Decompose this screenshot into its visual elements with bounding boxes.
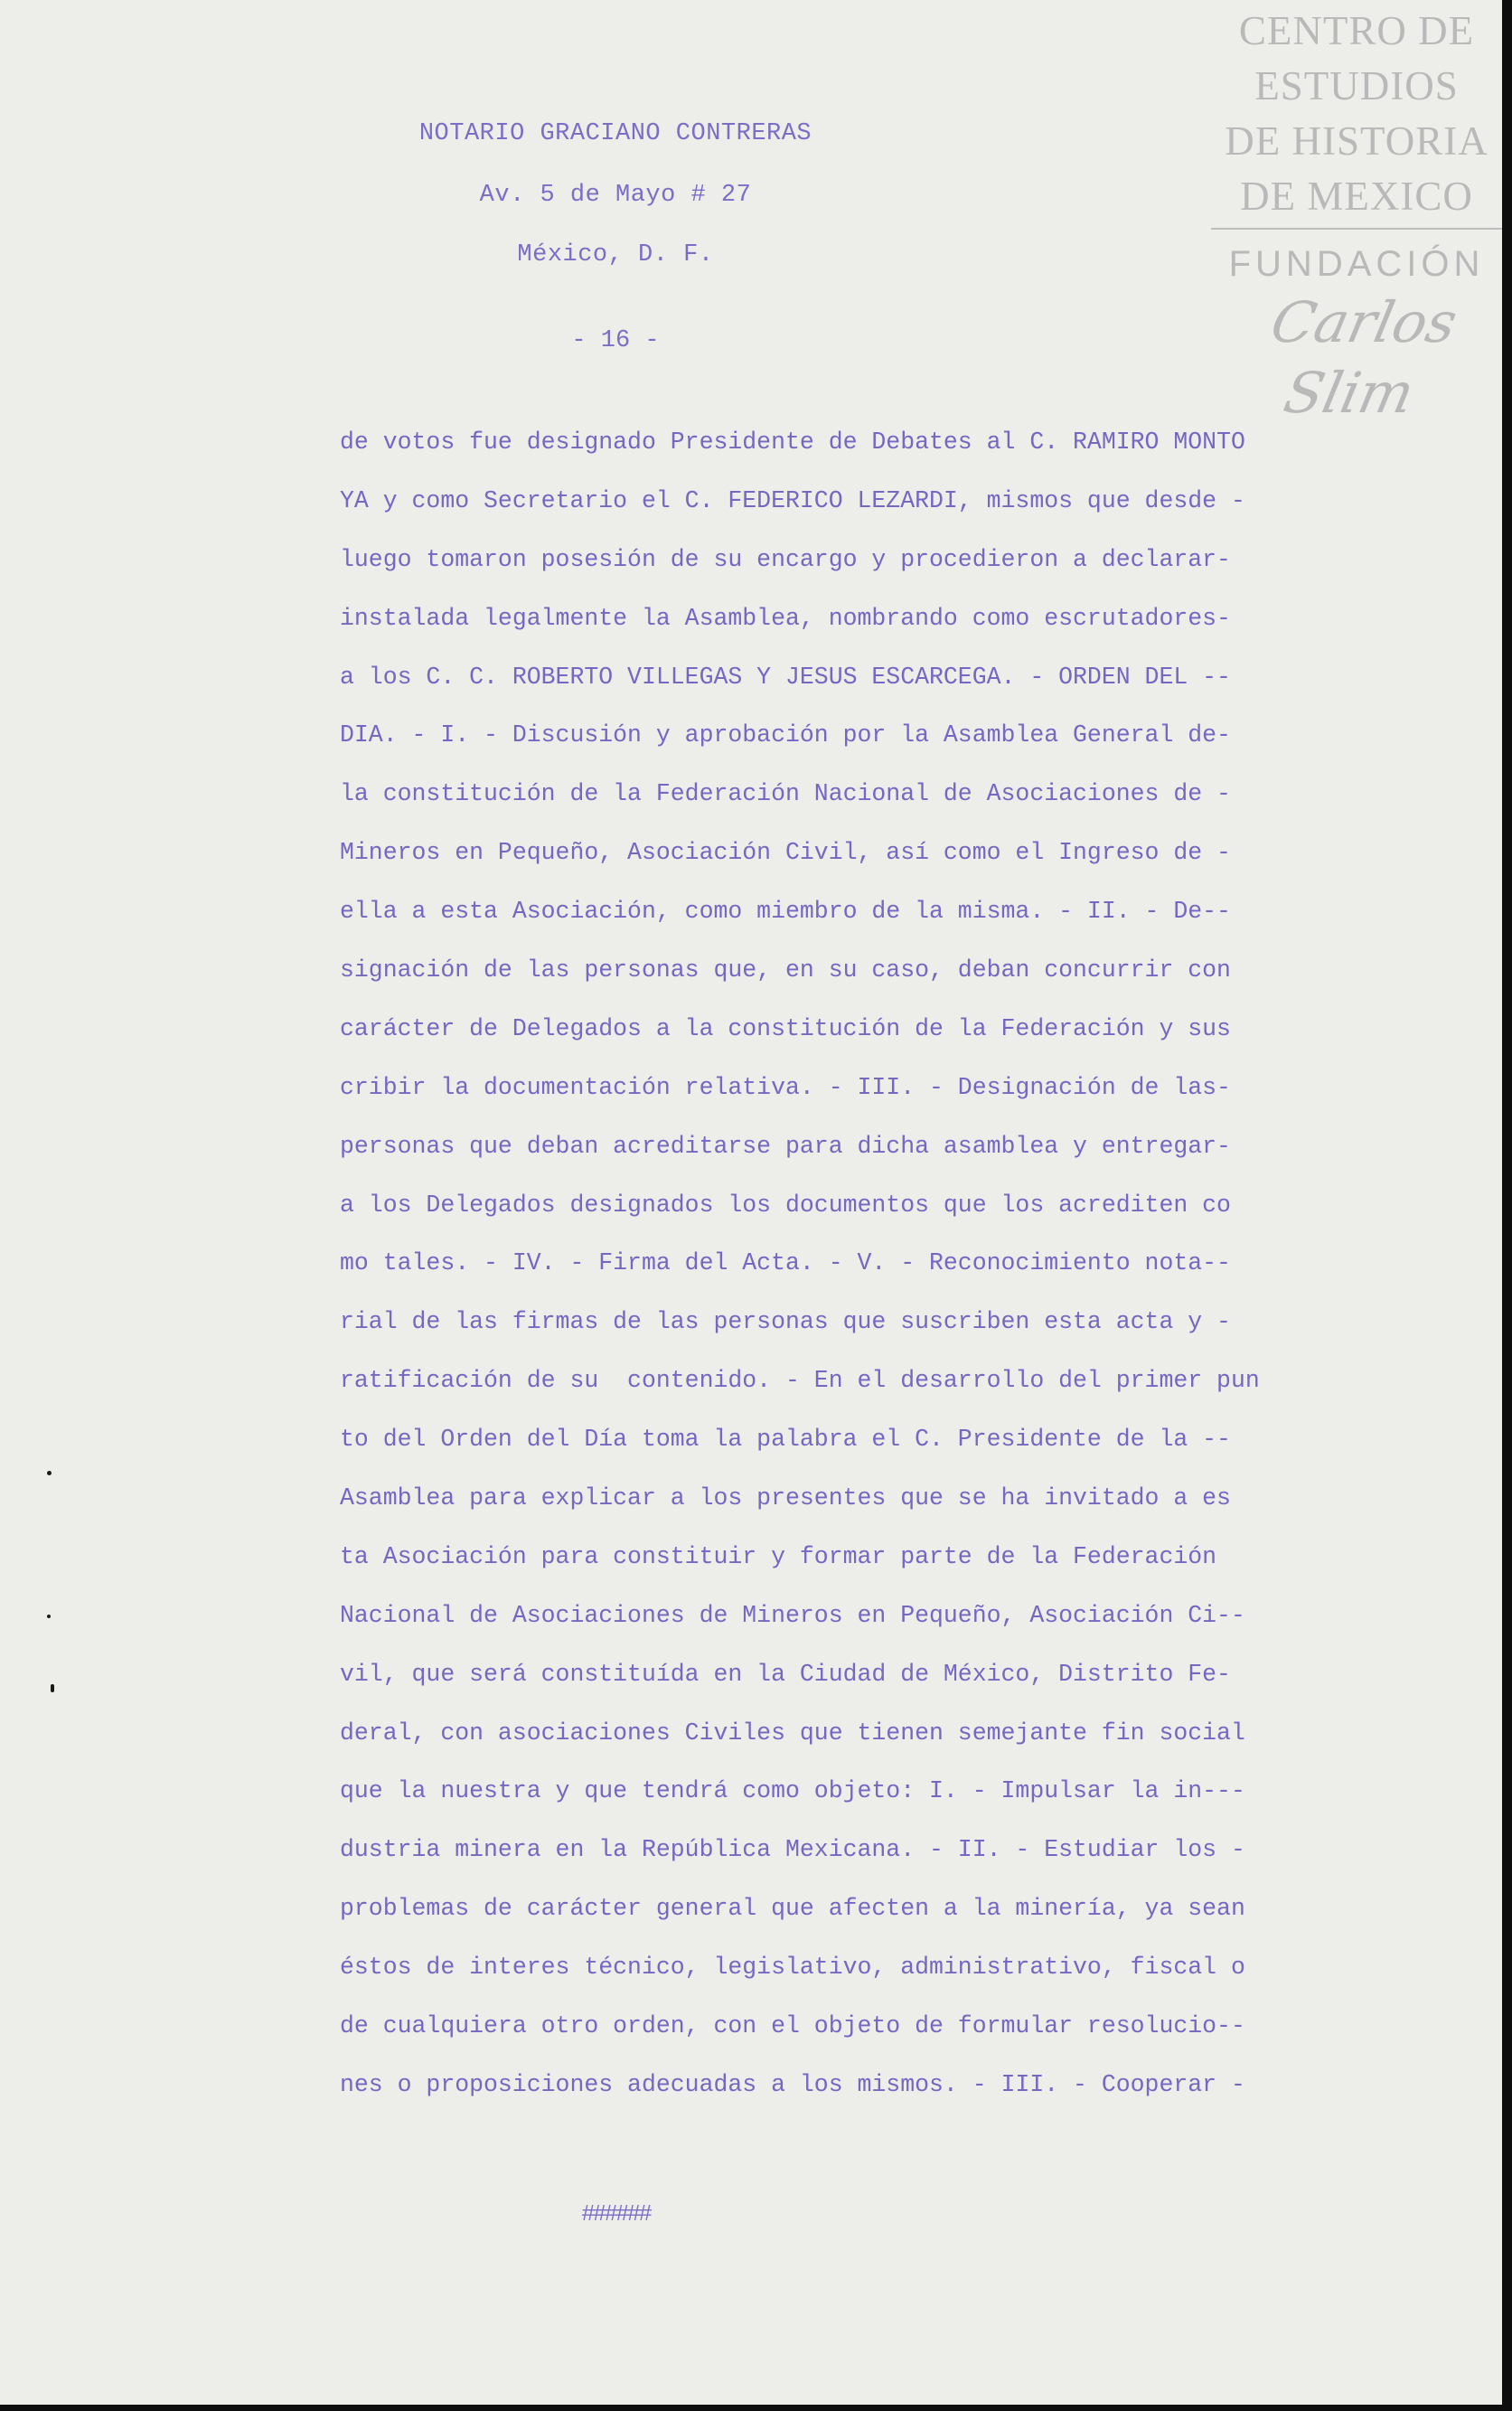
watermark-fundacion: FUNDACIÓN (1228, 244, 1485, 284)
body-line: carácter de Delegados a la constitución de la Federación y sus (340, 1014, 1231, 1042)
watermark-signature: Carlos Slim (1265, 289, 1463, 426)
notary-name: NOTARIO GRACIANO CONTRERAS (418, 120, 812, 147)
body-line: personas que deban acreditarse para dicha asamblea y entregar- (340, 1132, 1231, 1160)
watermark-line: DE MEXICO (1240, 174, 1473, 219)
body-line: a los C. C. ROBERTO VILLEGAS Y JESUS ESCARCEGA. - ORDEN DEL -- (340, 663, 1231, 691)
body-line: que la nuestra y que tendrá como objeto: I. - Impulsar la in--- (340, 1777, 1245, 1805)
body-line: YA y como Secretario el C. FEDERICO LEZARDI, mismos que desde - (340, 486, 1245, 514)
body-line: luego tomaron posesión de su encargo y procedieron a declarar- (340, 545, 1231, 573)
page-number: - 16 - (571, 327, 660, 354)
body-line: Asamblea para explicar a los presentes que se ha invitado a es (340, 1484, 1231, 1512)
archive-watermark (1211, 0, 1502, 429)
body-line: deral, con asociaciones Civiles que tienen semejante fin social (340, 1719, 1245, 1747)
body-line: signación de las personas que, en su caso, deban concurrir con (340, 956, 1231, 984)
body-line: dustria minera en la República Mexicana. - II. - Estudiar los - (340, 1836, 1245, 1864)
margin-speck (47, 1471, 52, 1475)
body-line: Mineros en Pequeño, Asociación Civil, así como el Ingreso de - (340, 839, 1231, 867)
body-line: a los Delegados designados los documentos que los acrediten co (340, 1191, 1231, 1219)
body-line: vil, que será constituída en la Ciudad de México, Distrito Fe- (340, 1660, 1231, 1688)
body-line: éstos de interes técnico, legislativo, administrativo, fiscal o (340, 1954, 1245, 1982)
body-line: de cualquiera otro orden, con el objeto de formular resolucio-- (340, 2012, 1245, 2040)
body-line: rial de las firmas de las personas que suscriben esta acta y - (340, 1308, 1231, 1336)
body-line: la constitución de la Federación Nacional de Asociaciones de - (340, 780, 1231, 808)
body-line: mo tales. - IV. - Firma del Acta. - V. - Reconocimiento nota-- (340, 1249, 1231, 1277)
notary-city: México, D. F. (517, 241, 714, 268)
body-line: ratificación de su contenido. - En el desarrollo del primer pun (340, 1367, 1260, 1395)
body-line: ella a esta Asociación, como miembro de la misma. - II. - De-- (340, 898, 1231, 926)
body-line: DIA. - I. - Discusión y aprobación por la Asamblea General de- (340, 721, 1231, 749)
watermark-line: CENTRO DE (1238, 8, 1475, 53)
body-line: problemas de carácter general que afecten a la minería, ya sean (340, 1895, 1245, 1923)
body-line: cribir la documentación relativa. - III. - Designación de las- (340, 1073, 1231, 1101)
body-line: nes o proposiciones adecuadas a los mismos. - III. - Cooperar - (340, 2070, 1245, 2098)
body-line: de votos fue designado Presidente de Debates al C. RAMIRO MONTO (340, 429, 1245, 456)
margin-speck (51, 1684, 54, 1692)
margin-speck (47, 1615, 51, 1618)
closing-mark: ###### (581, 2200, 650, 2227)
body-line: Nacional de Asociaciones de Mineros en Pequeño, Asociación Ci-- (340, 1601, 1245, 1629)
watermark-line: ESTUDIOS (1254, 63, 1459, 108)
notary-address: Av. 5 de Mayo # 27 (479, 182, 752, 209)
body-line: instalada legalmente la Asamblea, nombrando como escrutadores- (340, 604, 1231, 632)
watermark-divider (1211, 228, 1502, 230)
body-line: to del Orden del Día toma la palabra el C. Presidente de la -- (340, 1426, 1231, 1454)
document-body (340, 413, 1298, 2114)
watermark-line: DE HISTORIA (1225, 118, 1489, 164)
body-line: ta Asociación para constituir y formar parte de la Federación (340, 1542, 1217, 1570)
